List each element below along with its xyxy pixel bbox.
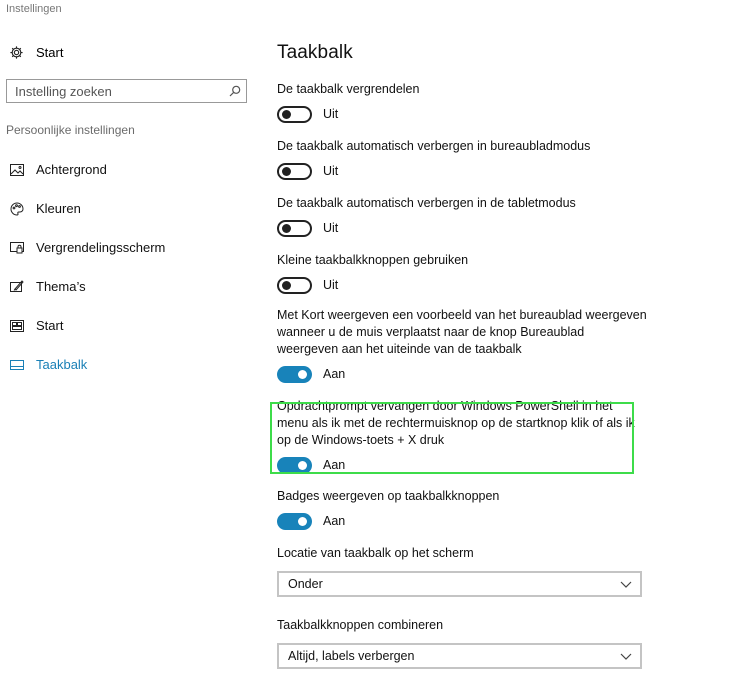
sidebar-item-label: Thema’s	[36, 279, 86, 294]
autohide-tablet-toggle[interactable]	[277, 220, 312, 237]
location-dropdown[interactable]	[277, 571, 642, 597]
setting-autohide-desktop	[277, 138, 647, 180]
highlight-annotation-box	[270, 402, 634, 474]
setting-label: Opdrachtprompt vervangen door Windows PowerShell in het menu als ik met de rechtermuisknop op de startknop klik of als ik op de Windows-toets + X druk	[277, 399, 635, 447]
sidebar-item-themas[interactable]	[0, 267, 256, 306]
sidebar-item-label: Taakbalk	[36, 357, 88, 372]
sidebar-home[interactable]	[8, 42, 63, 62]
chevron-down-icon	[620, 653, 632, 660]
sidebar-item-label: Achtergrond	[36, 162, 107, 177]
toggle-state: Uit	[323, 164, 339, 178]
setting-label: De taakbalk automatisch verbergen in bureaubladmodus	[277, 139, 591, 153]
toggle-state: Aan	[323, 458, 346, 472]
search-input[interactable]	[15, 84, 224, 99]
toggle-state: Uit	[323, 278, 339, 292]
search-box[interactable]	[6, 79, 247, 103]
toggle-state: Uit	[323, 107, 339, 121]
sidebar-section-title: Persoonlijke instellingen	[6, 123, 135, 137]
setting-label: Taakbalkknoppen combineren	[277, 618, 444, 632]
lock-screen-icon	[9, 240, 25, 256]
setting-label: Badges weergeven op taakbalkknoppen	[277, 489, 500, 503]
setting-label: De taakbalk automatisch verbergen in de tabletmodus	[277, 196, 576, 210]
sidebar-item-start[interactable]	[0, 306, 256, 345]
setting-autohide-tablet	[277, 195, 647, 237]
sidebar-item-label: Start	[36, 318, 64, 333]
toggle-state: Aan	[323, 514, 346, 528]
sidebar-item-kleuren[interactable]	[0, 189, 256, 228]
sidebar-item-label: Kleuren	[36, 201, 81, 216]
gear-icon	[8, 44, 24, 60]
toggle-state: Uit	[323, 221, 339, 235]
setting-lock-taskbar	[277, 81, 647, 123]
lock-taskbar-toggle[interactable]	[277, 106, 312, 123]
picture-icon	[9, 162, 25, 178]
chevron-down-icon	[620, 581, 632, 588]
small-buttons-toggle[interactable]	[277, 277, 312, 294]
setting-combine	[277, 617, 647, 669]
sidebar-item-label: Vergrendelingsscherm	[36, 240, 166, 255]
toggle-state: Aan	[323, 367, 346, 381]
sidebar	[0, 0, 256, 675]
setting-small-buttons	[277, 252, 647, 294]
page-title: Taakbalk	[277, 42, 353, 63]
combine-dropdown[interactable]	[277, 643, 642, 669]
sidebar-home-label: Start	[36, 44, 64, 60]
sidebar-list	[0, 150, 256, 384]
setting-location	[277, 545, 647, 597]
setting-label: Kleine taakbalkknoppen gebruiken	[277, 253, 469, 267]
setting-peek	[277, 307, 647, 383]
taskbar-icon	[9, 357, 25, 373]
setting-label: Locatie van taakbalk op het scherm	[277, 546, 474, 560]
start-tiles-icon	[9, 318, 25, 334]
badges-toggle[interactable]	[277, 513, 312, 530]
sidebar-item-achtergrond[interactable]	[0, 150, 256, 189]
dropdown-value: Altijd, labels verbergen	[288, 649, 415, 663]
setting-label: Met Kort weergeven een voorbeeld van het bureaublad weergeven wanneer u de muis verplaatst naar de knop Bureaublad weergeven aan het uiteinde van de taakbalk	[277, 308, 647, 356]
dropdown-value: Onder	[288, 577, 323, 591]
palette-icon	[9, 201, 25, 217]
search-icon[interactable]	[224, 85, 246, 97]
setting-label: De taakbalk vergrendelen	[277, 82, 420, 96]
sidebar-item-vergrendelingsscherm[interactable]	[0, 228, 256, 267]
window-title: Instellingen	[6, 3, 62, 15]
theme-brush-icon	[9, 279, 25, 295]
peek-toggle[interactable]	[277, 366, 312, 383]
autohide-desktop-toggle[interactable]	[277, 163, 312, 180]
setting-badges	[277, 488, 647, 530]
sidebar-item-taakbalk[interactable]	[0, 345, 256, 384]
